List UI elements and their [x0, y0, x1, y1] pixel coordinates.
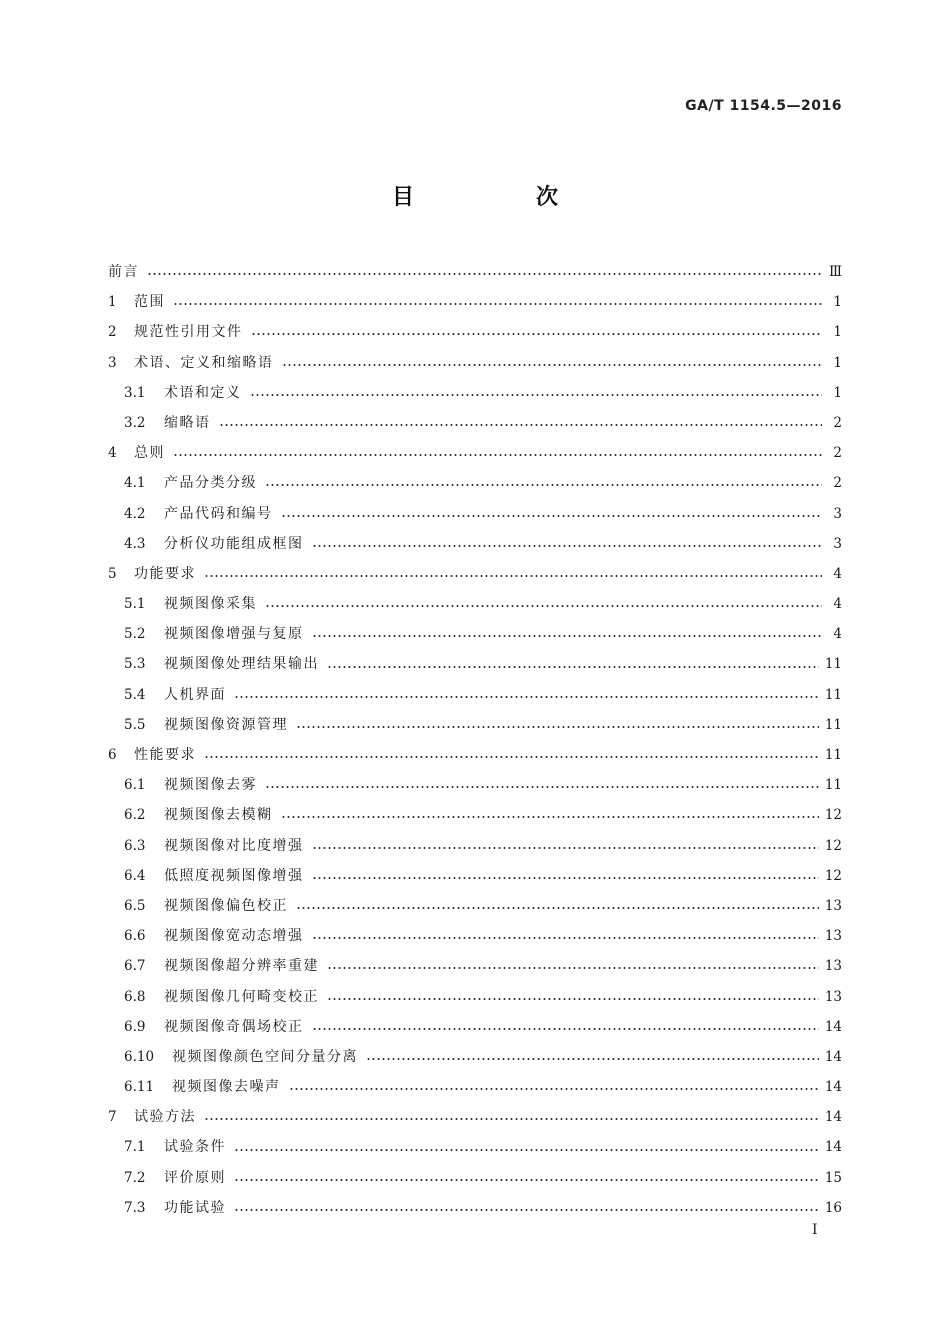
toc-entry-page: 13 — [824, 958, 842, 975]
toc-entry-title: 视频图像宽动态增强 — [164, 928, 304, 945]
toc-entry[interactable] — [108, 559, 842, 589]
toc-leader-dots — [281, 515, 823, 517]
toc-entry[interactable] — [108, 710, 842, 740]
toc-entry-title: 产品分类分级 — [164, 475, 257, 492]
toc-entry[interactable] — [108, 348, 842, 378]
toc-entry-title: 试验条件 — [164, 1139, 226, 1156]
toc-entry-title: 总则 — [134, 445, 165, 462]
toc-entry-title: 视频图像去雾 — [164, 777, 257, 794]
toc-entry[interactable] — [108, 529, 842, 559]
toc-entry-page: 11 — [824, 686, 842, 703]
toc-entry-number: 6 — [108, 747, 117, 763]
toc-leader-dots — [250, 394, 823, 396]
toc-entry[interactable] — [108, 257, 842, 287]
toc-entry-number: 4.3 — [124, 535, 146, 552]
toc-entry-number: 3 — [108, 354, 117, 371]
toc-entry-number: 7.1 — [124, 1139, 146, 1156]
toc-entry-number: 7.3 — [124, 1199, 146, 1216]
toc-entry-page: 14 — [824, 1018, 842, 1035]
toc-leader-dots — [204, 1118, 819, 1120]
toc-leader-dots — [234, 1179, 819, 1181]
toc-entry-number: 7.2 — [124, 1169, 146, 1186]
toc-entry-title: 视频图像几何畸变校正 — [164, 988, 319, 1005]
toc-entry-page: 2 — [833, 445, 842, 462]
toc-entry[interactable] — [108, 1163, 842, 1193]
toc-entry-number: 5.4 — [124, 686, 146, 703]
toc-entry-title: 人机界面 — [164, 686, 226, 703]
toc-entry-page: 12 — [824, 867, 842, 884]
toc-leader-dots — [204, 756, 819, 758]
toc-entry-title: 视频图像处理结果输出 — [164, 656, 319, 673]
toc-leader-dots — [312, 1028, 819, 1030]
toc-entry-number: 5.1 — [124, 596, 146, 613]
toc-leader-dots — [281, 816, 819, 818]
toc-entry-number: 5 — [108, 565, 117, 582]
toc-entry-number: 6.2 — [124, 807, 146, 824]
toc-leader-dots — [282, 364, 823, 366]
toc-leader-dots — [234, 1209, 819, 1211]
toc-entry-page: 4 — [833, 596, 842, 613]
toc-entry-title: 视频图像增强与复原 — [164, 626, 304, 643]
toc-entry-page: 14 — [824, 1109, 842, 1126]
toc-entry-number: 6.10 — [124, 1048, 155, 1065]
toc-leader-dots — [296, 907, 819, 909]
toc-entry-page: 2 — [833, 475, 842, 492]
toc-entry[interactable] — [108, 408, 842, 438]
toc-entry[interactable] — [108, 680, 842, 710]
toc-entry-title: 视频图像对比度增强 — [164, 837, 304, 854]
toc-entry[interactable] — [108, 589, 842, 619]
page-title: 目 次 — [391, 185, 608, 210]
toc-entry-number: 6.7 — [124, 958, 146, 975]
toc-entry-title: 视频图像采集 — [164, 596, 257, 613]
toc-entry-number: 6.4 — [124, 867, 146, 884]
toc-entry-page: 14 — [824, 1079, 842, 1096]
toc-leader-dots — [265, 605, 822, 607]
toc-entry-number: 6.8 — [124, 988, 146, 1005]
toc-leader-dots — [312, 937, 819, 939]
toc-entry-number: 4 — [108, 445, 117, 462]
toc-entry-title: 视频图像奇偶场校正 — [164, 1018, 304, 1035]
toc-entry-page: 16 — [824, 1199, 842, 1216]
toc-entry-number: 2 — [108, 324, 117, 341]
standard-code: GA/T 1154.5—2016 — [685, 98, 842, 114]
toc-entry-number: 6.11 — [124, 1079, 155, 1096]
toc-entry[interactable] — [108, 861, 842, 891]
toc-entry[interactable] — [108, 891, 842, 921]
toc-entry-number: 6.6 — [124, 928, 146, 945]
toc-entry-title: 分析仪功能组成框图 — [164, 535, 304, 552]
toc-entry-page: 4 — [833, 565, 842, 582]
toc-entry-title: 视频图像去噪声 — [172, 1079, 281, 1096]
toc-entry-number: 4.2 — [124, 505, 146, 522]
toc-entry[interactable] — [108, 740, 842, 770]
toc-entry[interactable] — [108, 619, 842, 649]
toc-leader-dots — [251, 333, 823, 335]
toc-entry[interactable] — [108, 770, 842, 800]
toc-entry-title: 性能要求 — [134, 747, 196, 763]
toc-entry-number: 6.3 — [124, 837, 146, 854]
toc-entry[interactable] — [108, 800, 842, 830]
table-of-contents — [108, 257, 842, 1223]
toc-entry-page: 13 — [824, 988, 842, 1005]
toc-entry[interactable] — [108, 1102, 842, 1132]
toc-entry-number: 5.3 — [124, 656, 146, 673]
toc-entry-number: 3.2 — [124, 414, 146, 431]
toc-entry-page: 13 — [824, 928, 842, 945]
toc-entry-page: 11 — [824, 716, 842, 733]
toc-leader-dots — [296, 726, 819, 728]
toc-entry[interactable] — [108, 831, 842, 861]
toc-leader-dots — [327, 998, 819, 1000]
toc-entry-page: 3 — [833, 535, 842, 552]
toc-leader-dots — [312, 545, 823, 547]
toc-entry-title: 评价原则 — [164, 1169, 226, 1186]
toc-entry-number: 4.1 — [124, 475, 146, 492]
toc-entry-title: 视频图像资源管理 — [164, 716, 288, 733]
toc-entry[interactable] — [108, 1132, 842, 1162]
toc-entry-page: 1 — [833, 294, 842, 311]
toc-entry-number: 6.1 — [124, 777, 146, 794]
toc-entry[interactable] — [108, 951, 842, 981]
toc-entry-title: 视频图像偏色校正 — [164, 897, 288, 914]
toc-entry-title: 功能要求 — [134, 565, 196, 582]
toc-entry-number: 3.1 — [124, 384, 146, 401]
toc-entry-title: 术语、定义和缩略语 — [134, 354, 274, 371]
toc-entry-title: 视频图像颜色空间分量分离 — [172, 1048, 358, 1065]
toc-entry[interactable] — [108, 1072, 842, 1102]
toc-entry[interactable] — [108, 921, 842, 951]
toc-entry-page: 1 — [833, 354, 842, 371]
toc-entry[interactable] — [108, 982, 842, 1012]
toc-entry-page: 11 — [824, 747, 842, 763]
toc-leader-dots — [173, 454, 822, 456]
page-number: I — [812, 1222, 818, 1238]
toc-entry-page: Ⅲ — [828, 264, 842, 280]
toc-leader-dots — [265, 786, 819, 788]
toc-entry[interactable] — [108, 438, 842, 468]
toc-leader-dots — [219, 424, 823, 426]
toc-entry-number: 1 — [108, 294, 117, 311]
toc-leader-dots — [312, 847, 819, 849]
toc-leader-dots — [234, 696, 819, 698]
toc-entry-page: 13 — [824, 897, 842, 914]
toc-entry-page: 12 — [824, 837, 842, 854]
toc-entry-title: 低照度视频图像增强 — [164, 867, 304, 884]
toc-entry-title: 术语和定义 — [164, 384, 242, 401]
toc-entry-page: 1 — [833, 324, 842, 341]
toc-entry[interactable] — [108, 1012, 842, 1042]
toc-entry[interactable] — [108, 468, 842, 498]
toc-entry-title: 试验方法 — [134, 1109, 196, 1126]
toc-entry-title: 视频图像超分辨率重建 — [164, 958, 319, 975]
toc-entry-title: 缩略语 — [164, 414, 211, 431]
toc-entry-title: 功能试验 — [164, 1199, 226, 1216]
toc-leader-dots — [265, 484, 822, 486]
toc-entry-page: 12 — [824, 807, 842, 824]
toc-entry-number: 6.5 — [124, 897, 146, 914]
toc-leader-dots — [312, 877, 819, 879]
toc-leader-dots — [289, 1088, 819, 1090]
toc-entry[interactable] — [108, 1193, 842, 1223]
toc-entry-page: 3 — [833, 505, 842, 522]
toc-leader-dots — [327, 967, 819, 969]
toc-leader-dots — [312, 635, 823, 637]
toc-leader-dots — [366, 1058, 819, 1060]
toc-entry[interactable] — [108, 317, 842, 347]
toc-entry-page: 11 — [824, 656, 842, 673]
toc-entry-number: 5.5 — [124, 716, 146, 733]
toc-entry-page: 1 — [833, 384, 842, 401]
toc-entry-title: 前言 — [108, 264, 139, 280]
toc-entry-page: 2 — [833, 414, 842, 431]
toc-entry-title: 规范性引用文件 — [134, 324, 243, 341]
toc-entry[interactable] — [108, 287, 842, 317]
toc-leader-dots — [173, 303, 822, 305]
toc-entry-page: 15 — [824, 1169, 842, 1186]
toc-entry-page: 4 — [833, 626, 842, 643]
toc-entry-page: 11 — [824, 777, 842, 794]
toc-entry-number: 7 — [108, 1109, 117, 1126]
toc-entry-title: 视频图像去模糊 — [164, 807, 273, 824]
toc-entry-title: 范围 — [134, 294, 165, 311]
toc-entry-page: 14 — [824, 1048, 842, 1065]
toc-entry[interactable] — [108, 1042, 842, 1072]
toc-leader-dots — [204, 575, 822, 577]
toc-entry[interactable] — [108, 378, 842, 408]
toc-leader-dots — [147, 273, 822, 275]
toc-leader-dots — [234, 1149, 819, 1151]
toc-entry[interactable] — [108, 499, 842, 529]
toc-entry[interactable] — [108, 649, 842, 679]
toc-entry-number: 5.2 — [124, 626, 146, 643]
toc-entry-title: 产品代码和编号 — [164, 505, 273, 522]
toc-entry-page: 14 — [824, 1139, 842, 1156]
toc-entry-number: 6.9 — [124, 1018, 146, 1035]
toc-leader-dots — [327, 666, 819, 668]
